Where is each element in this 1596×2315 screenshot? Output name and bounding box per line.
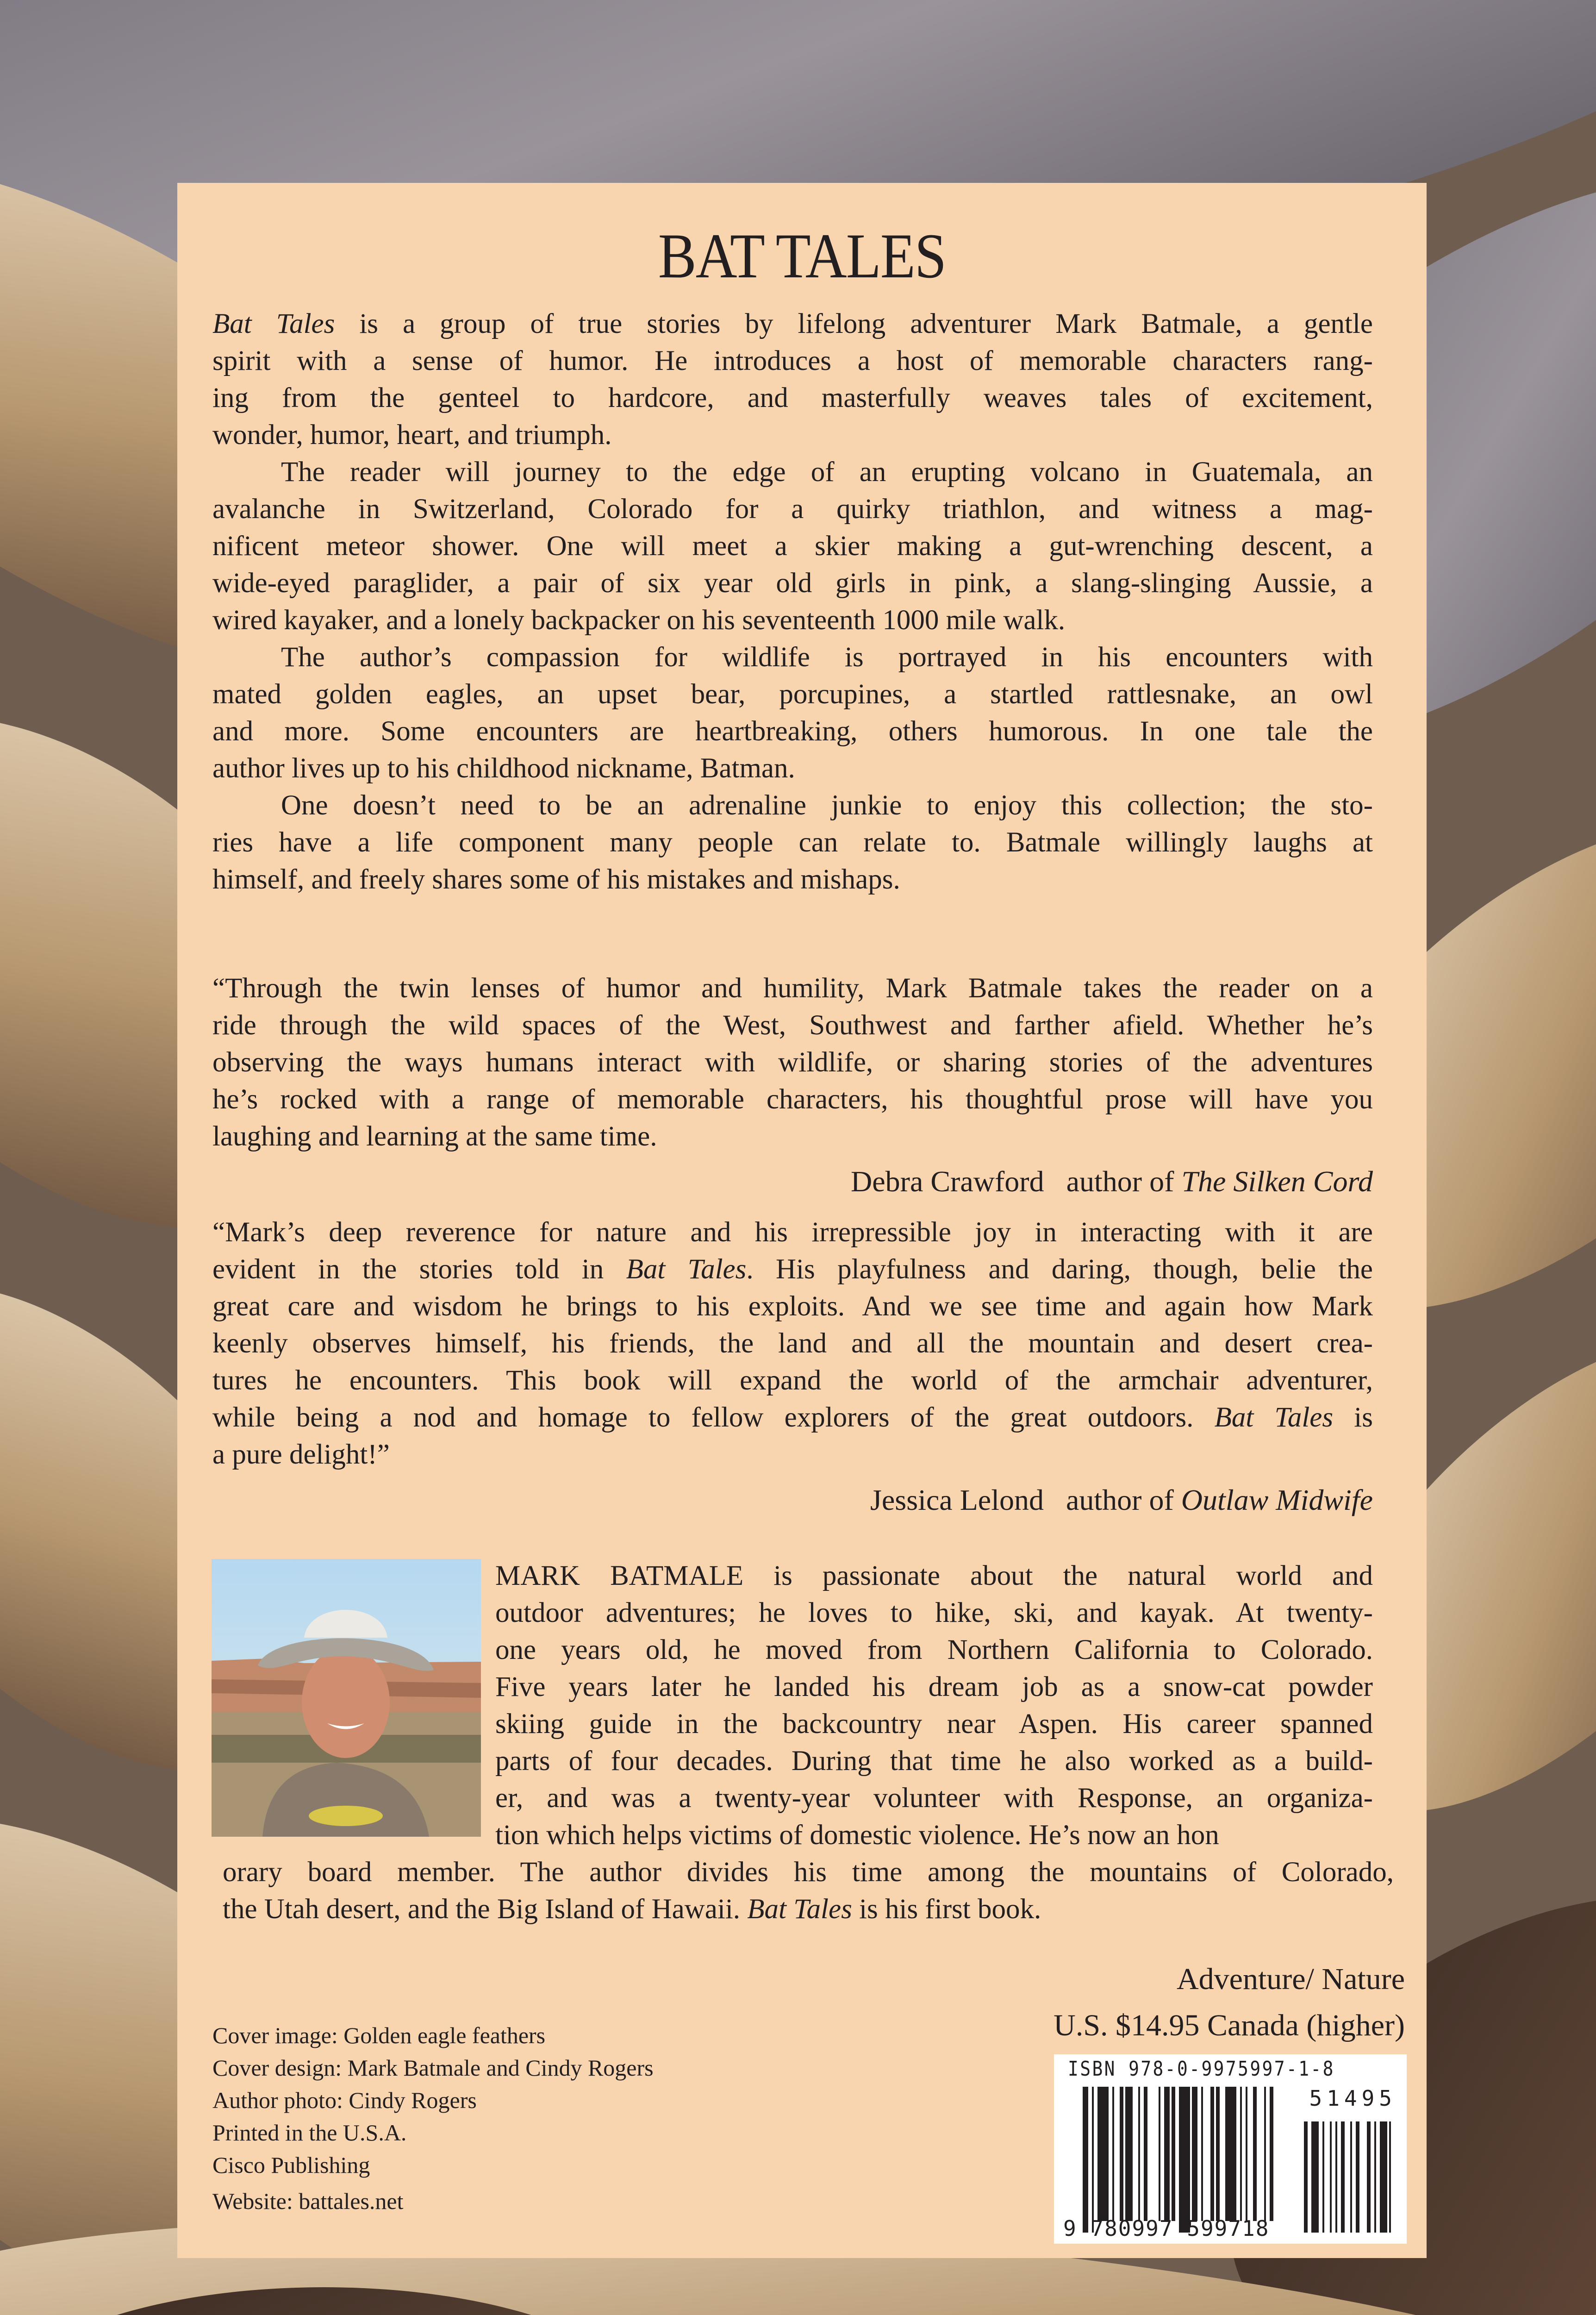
text-line — [212, 1081, 1373, 1118]
text-segment: ing from the genteel to hardcore, and masterfully weaves tales of excitement, — [212, 382, 1373, 413]
text-line — [495, 1669, 1373, 1706]
text-line — [212, 1214, 1373, 1251]
text-segment: observing the ways humans interact with wildlife, or sharing stories of the adventures — [212, 1047, 1373, 1078]
blurb-book-title: Outlaw Midwife — [1181, 1483, 1373, 1516]
barcode-bar — [1264, 2087, 1266, 2221]
barcode-bar — [1159, 2087, 1160, 2221]
text-segment: orary board member. The author divides his time among the mountains of Colorado, — [223, 1857, 1394, 1888]
barcode-addon-bar — [1374, 2121, 1376, 2233]
text-line — [495, 1817, 1373, 1854]
text-line — [223, 1891, 1394, 1928]
text-line — [212, 787, 1373, 824]
credit-publisher: Cisco Publishing — [212, 2152, 370, 2178]
italic-title: Bat Tales — [626, 1254, 747, 1285]
ean-number: 9 780997 599718 — [1063, 2216, 1270, 2241]
credit-website: Website: battales.net — [212, 2188, 404, 2214]
barcode-bar — [1240, 2087, 1242, 2221]
text-segment: is a group of true stories by lifelong adventurer Mark Batmale, a gentle — [335, 308, 1373, 339]
barcode-bar — [1164, 2087, 1170, 2221]
text-segment: er, and was a twenty-year volunteer with Response, an organiza- — [495, 1783, 1373, 1814]
text-segment: wonder, humor, heart, and triumph. — [212, 419, 612, 450]
barcode-addon-bar — [1341, 2121, 1345, 2233]
italic-title: Bat Tales — [747, 1894, 852, 1925]
text-line — [212, 1436, 1373, 1473]
text-line — [212, 1325, 1373, 1362]
blurb-book-title: The Silken Cord — [1181, 1165, 1373, 1198]
text-segment: The author’s compassion for wildlife is portrayed in his encounters with — [281, 642, 1373, 673]
text-line — [495, 1632, 1373, 1669]
barcode-bar — [1138, 2087, 1140, 2221]
text-segment: Five years later he landed his dream job as a snow-cat powder — [495, 1671, 1373, 1702]
barcode-bar — [1225, 2087, 1236, 2221]
text-segment: ries have a life component many people can relate to. Batmale willingly laughs at — [212, 827, 1373, 858]
text-segment: mated golden eagles, an upset bear, porcupines, a startled rattlesnake, an owl — [212, 679, 1373, 710]
blurb-author-name: Debra Crawford — [851, 1165, 1044, 1198]
text-segment: skiing guide in the backcountry near Aspen. His career spanned — [495, 1708, 1373, 1739]
barcode-addon-bar — [1322, 2121, 1324, 2233]
barcode-addon-bar — [1380, 2121, 1387, 2233]
text-segment: tion which helps victims of domestic violence. He’s now an hon — [495, 1820, 1219, 1851]
barcode-addon-bar — [1356, 2121, 1359, 2233]
text-segment: the Utah desert, and the Big Island of Hawaii. — [223, 1894, 748, 1925]
blurb-jessica-lelond — [212, 1214, 1373, 1473]
text-line — [212, 1118, 1373, 1155]
barcode-bar — [1083, 2087, 1088, 2233]
text-line — [212, 1288, 1373, 1325]
text-line — [212, 306, 1373, 343]
isbn-barcode — [1054, 2054, 1407, 2244]
price-addon-code: 51495 — [1309, 2086, 1396, 2111]
barcode-bar — [1270, 2087, 1273, 2221]
text-segment: one years old, he moved from Northern California to Colorado. — [495, 1634, 1373, 1665]
text-line — [495, 1743, 1373, 1780]
text-line — [212, 750, 1373, 787]
text-segment: is his first book. — [852, 1894, 1041, 1925]
back-cover-panel — [177, 183, 1427, 2258]
text-line — [212, 1362, 1373, 1399]
text-segment: . His playfulness and daring, though, belie the — [746, 1254, 1373, 1285]
barcode-bar — [1179, 2087, 1190, 2233]
barcode-bars — [1054, 2054, 1407, 2244]
credit-author-photo: Author photo: Cindy Rogers — [212, 2087, 477, 2113]
barcode-bar — [1201, 2087, 1203, 2221]
text-segment: One doesn’t need to be an adrenaline junkie to enjoy this collection; the sto- — [281, 790, 1373, 821]
text-segment: keenly observes himself, his friends, the land and all the mountain and desert crea- — [212, 1328, 1373, 1359]
text-segment: evident in the stories told in — [212, 1254, 626, 1285]
credits — [212, 2019, 654, 2217]
text-line — [212, 565, 1373, 602]
book-description — [212, 306, 1373, 898]
credit-cover-design: Cover design: Mark Batmale and Cindy Rogers — [212, 2055, 654, 2081]
text-segment: “Mark’s deep reverence for nature and his irrepressible joy in interacting with it are — [212, 1217, 1373, 1248]
text-line — [495, 1558, 1373, 1595]
text-line — [223, 1854, 1394, 1891]
blurb-attribution-jessica — [870, 1482, 1373, 1519]
blurb-author-name: Jessica Lelond — [870, 1483, 1044, 1516]
text-line — [495, 1706, 1373, 1743]
text-segment: a pure delight!” — [212, 1439, 390, 1470]
barcode-bar — [1253, 2087, 1257, 2221]
author-photo — [212, 1559, 481, 1837]
text-segment: great care and wisdom he brings to his exploits. And we see time and again how Mark — [212, 1291, 1373, 1322]
text-line — [212, 602, 1373, 639]
italic-title: Bat Tales — [1214, 1402, 1334, 1433]
text-segment: he’s rocked with a range of memorable characters, his thoughtful prose will have you — [212, 1084, 1373, 1115]
text-segment: MARK BATMALE is passionate about the natural world and — [495, 1560, 1373, 1591]
text-line — [212, 343, 1373, 380]
barcode-bar — [1246, 2087, 1247, 2221]
author-bio — [495, 1558, 1373, 1854]
text-line — [495, 1595, 1373, 1632]
barcode-addon-bar — [1389, 2121, 1391, 2233]
text-line — [212, 380, 1373, 417]
text-line — [212, 676, 1373, 713]
text-segment: The reader will journey to the edge of an erupting volcano in Guatemala, an — [281, 457, 1373, 488]
text-line — [212, 1399, 1373, 1436]
barcode-bar — [1112, 2087, 1114, 2221]
italic-title: Bat Tales — [212, 308, 335, 339]
barcode-bar — [1120, 2087, 1123, 2221]
text-segment: is — [1333, 1402, 1373, 1433]
text-segment: and more. Some encounters are heartbreaking, others humorous. In one tale the — [212, 716, 1373, 747]
text-segment: spirit with a sense of humor. He introduces a host of memorable characters rang- — [212, 345, 1373, 376]
barcode-addon-bar — [1304, 2121, 1308, 2233]
text-segment: outdoor adventures; he loves to hike, ski, and kayak. At twenty- — [495, 1597, 1373, 1628]
blurb-attribution-debra — [851, 1163, 1373, 1200]
barcode-addon-bar — [1350, 2121, 1352, 2233]
barcode-bar — [1125, 2087, 1133, 2221]
blurb-author-of: author of — [1066, 1483, 1174, 1516]
blurb-author-of: author of — [1066, 1165, 1174, 1198]
text-segment: wide-eyed paraglider, a pair of six year old girls in pink, a slang-slinging Aussie, a — [212, 568, 1373, 599]
price-label: U.S. $14.95 Canada (higher) — [1054, 2008, 1405, 2042]
text-line — [212, 639, 1373, 676]
text-segment: parts of four decades. During that time he also worked as a build- — [495, 1746, 1373, 1777]
barcode-bar — [1210, 2087, 1214, 2221]
author-photo-image — [212, 1559, 481, 1837]
barcode-addon-bar — [1311, 2121, 1319, 2233]
text-segment: wired kayaker, and a lonely backpacker on his seventeenth 1000 mile walk. — [212, 605, 1066, 636]
text-line — [212, 713, 1373, 750]
text-segment: while being a nod and homage to fellow explorers of the great outdoors. — [212, 1402, 1215, 1433]
barcode-addon-bar — [1367, 2121, 1371, 2233]
text-segment: avalanche in Switzerland, Colorado for a quirky triathlon, and witness a mag- — [212, 494, 1373, 525]
text-line — [495, 1780, 1373, 1817]
text-line — [212, 970, 1373, 1007]
blurb-debra-crawford — [212, 970, 1373, 1155]
text-line — [212, 1007, 1373, 1044]
text-line — [212, 1044, 1373, 1081]
text-line — [212, 528, 1373, 565]
text-segment: author lives up to his childhood nickname, Batman. — [212, 753, 795, 784]
barcode-bar — [1097, 2087, 1109, 2221]
barcode-bar — [1192, 2087, 1197, 2221]
author-bio-continued — [223, 1854, 1394, 1928]
text-segment: nificent meteor shower. One will meet a skier making a gut-wrenching descent, a — [212, 531, 1373, 562]
text-line — [212, 861, 1373, 898]
text-segment: tures he encounters. This book will expand the world of the armchair adventurer, — [212, 1365, 1373, 1396]
barcode-bar — [1144, 2087, 1147, 2221]
text-segment: “Through the twin lenses of humor and humility, Mark Batmale takes the reader on a — [212, 973, 1373, 1004]
book-title: BAT TALES — [658, 220, 946, 291]
text-segment: laughing and learning at the same time. — [212, 1121, 657, 1152]
text-line — [212, 824, 1373, 861]
credit-printed: Printed in the U.S.A. — [212, 2120, 407, 2146]
text-line — [212, 1251, 1373, 1288]
text-segment: ride through the wild spaces of the West, Southwest and farther afield. Whether he’s — [212, 1010, 1373, 1041]
text-line — [212, 417, 1373, 454]
isbn-label: ISBN 978-0-9975997-1-8 — [1068, 2057, 1335, 2081]
barcode-bar — [1172, 2087, 1175, 2221]
text-segment: himself, and freely shares some of his mistakes and mishaps. — [212, 864, 900, 895]
credit-cover-image: Cover image: Golden eagle feathers — [212, 2022, 546, 2048]
barcode-bar — [1216, 2087, 1220, 2221]
barcode-bar — [1092, 2087, 1094, 2233]
text-line — [212, 454, 1373, 491]
text-line — [212, 491, 1373, 528]
barcode-addon-bar — [1335, 2121, 1337, 2233]
barcode-addon-bar — [1330, 2121, 1332, 2233]
category-label: Adventure/ Nature — [1177, 1962, 1405, 1996]
